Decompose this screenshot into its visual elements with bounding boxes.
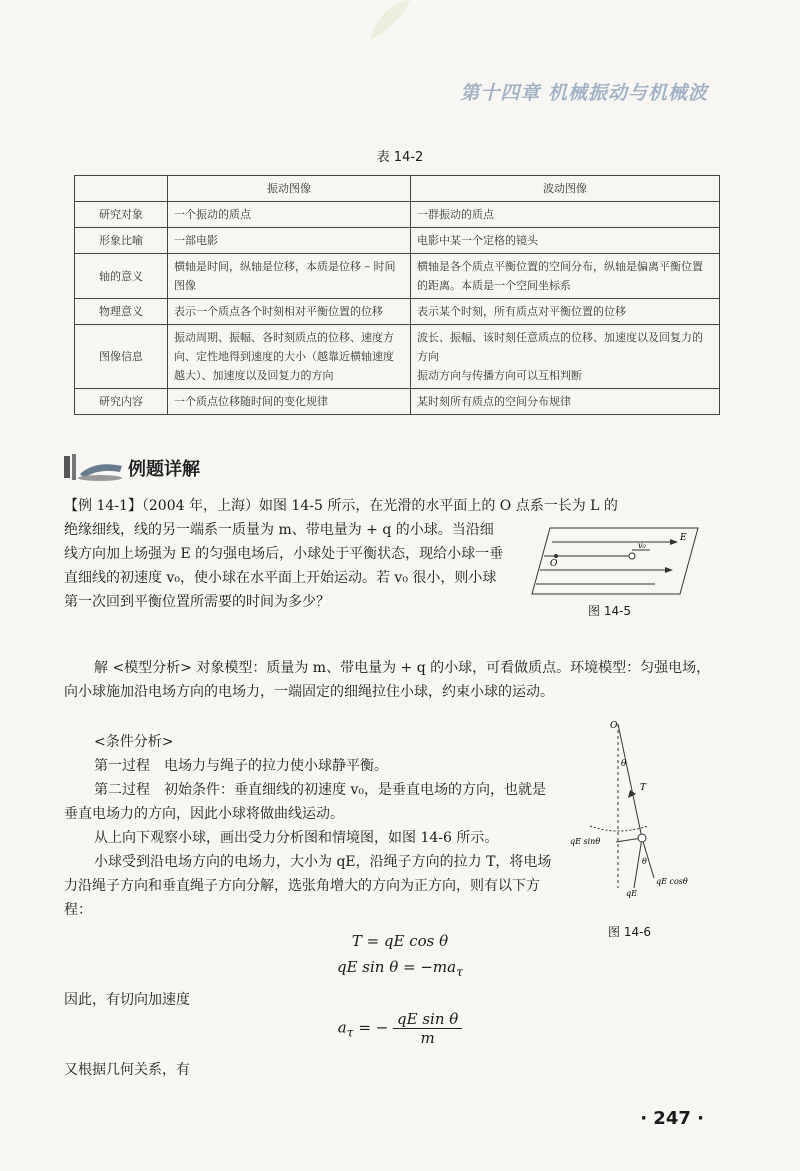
decorative-leaf-icon bbox=[360, 0, 420, 40]
table-row bbox=[75, 325, 720, 389]
fig6-label-theta: θ bbox=[621, 759, 627, 769]
row-label: 形象比喻 bbox=[75, 228, 168, 254]
example-line1: 【例 14-1】（2004 年，上海）如图 14-5 所示，在光滑的水平面上的 O 点系一长为 L 的 bbox=[64, 498, 618, 514]
row-label: 物理意义 bbox=[75, 299, 168, 325]
step1: 第一过程 电场力与绳子的拉力使小球静平衡。 bbox=[94, 758, 388, 774]
equation-3-num: qE sin θ bbox=[393, 1010, 462, 1029]
figure-14-6 bbox=[570, 718, 710, 898]
table-cell: 表示某个时刻，所有质点对平衡位置的位移 bbox=[411, 299, 720, 325]
table-cell: 一群振动的质点 bbox=[411, 202, 720, 228]
fig6-label-sin: qE sinθ bbox=[570, 837, 601, 846]
comparison-table bbox=[74, 175, 720, 415]
step4: 小球受到沿电场方向的电场力，大小为 qE，沿绳子方向的拉力 T，将电场力沿绳子方向和垂直绳子方向分解，选张角增大的方向为正方向，则有以下方程： bbox=[64, 854, 552, 918]
table-header-cell: 波动图像 bbox=[411, 176, 720, 202]
geometry-text: 又根据几何关系，有 bbox=[64, 1062, 190, 1078]
fig5-label-o: O bbox=[550, 559, 558, 569]
equation-2 bbox=[0, 958, 800, 979]
fig6-label-cos: qE cosθ bbox=[656, 877, 688, 886]
equation-3-lhs: a bbox=[337, 1018, 347, 1037]
section-title: 例题详解 bbox=[128, 459, 200, 480]
lamp-icon bbox=[60, 452, 128, 482]
row-label: 图像信息 bbox=[75, 325, 168, 389]
example-body: 绝缘细线，线的另一端系一质量为 m、带电量为 + q 的小球。当沿细线方向加上场强为 E 的匀强电场后，小球处于平衡状态，现给小球一垂直细线的初速度 v₀，使小球在水平面上开始运动。若 v₀ 很小，则小球第一次回到平衡位置所需要的时间为多少？ bbox=[64, 522, 504, 610]
fig5-label-e: E bbox=[680, 533, 687, 543]
table-cell: 某时刻所有质点的空间分布规律 bbox=[411, 389, 720, 415]
table-row bbox=[75, 389, 720, 415]
table-row bbox=[75, 254, 720, 299]
solution-line1 bbox=[64, 656, 714, 704]
fig6-label-qe: qE bbox=[626, 889, 637, 898]
equation-3-sub: τ bbox=[346, 1024, 354, 1040]
table-row bbox=[75, 202, 720, 228]
fig5-label-v: v₀ bbox=[638, 541, 646, 550]
figure-14-5 bbox=[530, 526, 700, 596]
cond-label: <条件分析> bbox=[94, 734, 174, 750]
table-caption: 表 14-2 bbox=[376, 150, 424, 165]
equation-3-frac bbox=[393, 1010, 462, 1047]
equation-2-sub: τ bbox=[456, 964, 464, 979]
equation-3-den: m bbox=[420, 1029, 435, 1047]
table-cell: 表示一个质点各个时刻相对平衡位置的位移 bbox=[168, 299, 411, 325]
step3: 从上向下观察小球，画出受力分析图和情境图，如图 14-6 所示。 bbox=[94, 830, 499, 846]
table-cell: 电影中某一个定格的镜头 bbox=[411, 228, 720, 254]
chapter-title: 第十四章 机械振动与机械波 bbox=[460, 82, 708, 104]
table-cell: 波长、振幅、该时刻任意质点的位移、加速度以及回复力的方向 振动方向与传播方向可以互相判断 bbox=[411, 325, 720, 389]
equation-3: $a_\tau$ = − $\frac{\text{qE sin θ}}{m}$ bbox=[0, 1010, 800, 1047]
step2: 第二过程 初始条件：垂直细线的初速度 v₀，是垂直电场的方向，也就是垂直电场力的方向，因此小球将做曲线运动。 bbox=[64, 782, 546, 822]
fig6-label-t: T bbox=[640, 783, 647, 793]
equation-1: T = qE cos θ bbox=[351, 932, 449, 950]
table-cell: 一部电影 bbox=[168, 228, 411, 254]
equation-2-main: qE sin θ = −ma bbox=[336, 958, 457, 976]
row-label: 研究内容 bbox=[75, 389, 168, 415]
table-header-cell: 振动图像 bbox=[168, 176, 411, 202]
table-cell: 振动周期、振幅、各时刻质点的位移、速度方向、定性地得到速度的大小（越靠近横轴速度越大）、加速度以及回复力的方向 bbox=[168, 325, 411, 389]
fig6-label-theta2: θ bbox=[642, 857, 647, 866]
row-label: 轴的意义 bbox=[75, 254, 168, 299]
table-header-row bbox=[75, 176, 720, 202]
table-cell: 横轴是各个质点平衡位置的空间分布，纵轴是偏离平衡位置的距离。本质是一个空间坐标系 bbox=[411, 254, 720, 299]
table-cell: 横轴是时间，纵轴是位移，本质是位移 – 时间图像 bbox=[168, 254, 411, 299]
table-header-cell bbox=[75, 176, 168, 202]
row-label: 研究对象 bbox=[75, 202, 168, 228]
figure-caption: 图 14-6 bbox=[608, 925, 652, 939]
table-cell: 一个质点位移随时间的变化规律 bbox=[168, 389, 411, 415]
solution-intro: 解 <模型分析> 对象模型：质量为 m、带电量为 + q 的小球，可看做质点。环境模型：匀强电场，向小球施加沿电场方向的电场力，一端固定的细绳拉住小球，约束小球的运动。 bbox=[64, 660, 711, 700]
table-row bbox=[75, 299, 720, 325]
tangent-text: 因此，有切向加速度 bbox=[64, 992, 190, 1008]
fig6-label-o: O bbox=[610, 721, 618, 731]
table-row bbox=[75, 228, 720, 254]
page-number: · 247 · bbox=[640, 1108, 704, 1129]
table-cell: 一个振动的质点 bbox=[168, 202, 411, 228]
figure-caption: 图 14-5 bbox=[588, 604, 632, 618]
